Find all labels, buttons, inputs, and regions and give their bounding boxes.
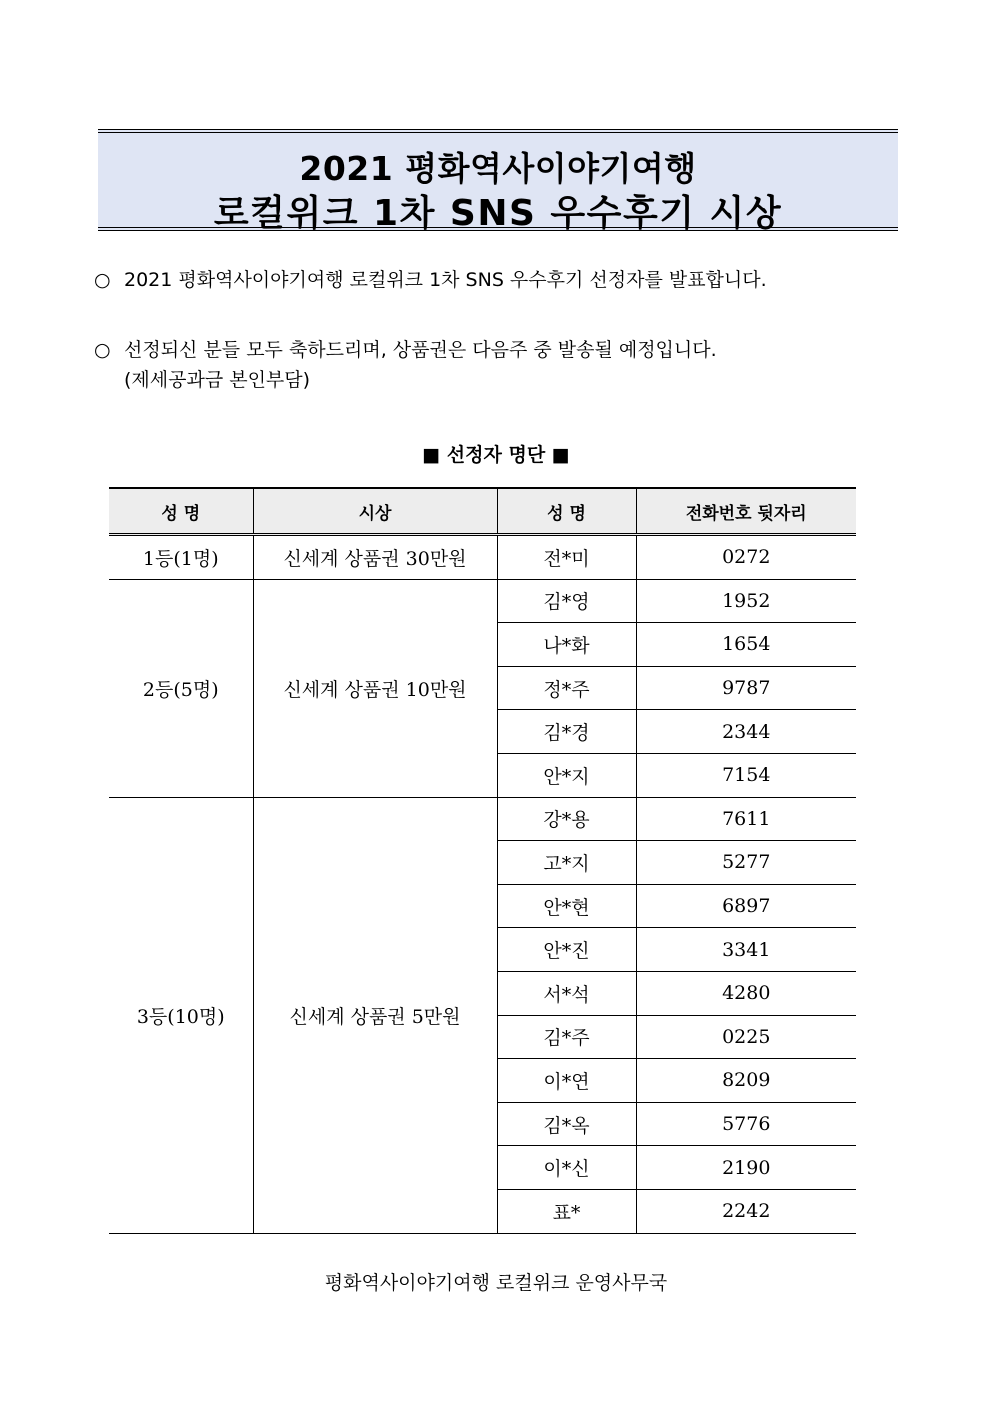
winner-name-cell: 정*주 [497,666,636,710]
winner-name-cell: 표* [497,1189,636,1233]
winners-table-body [109,535,856,1234]
phone-digits-cell: 5277 [636,841,856,885]
phone-digits-cell: 5776 [636,1102,856,1146]
circle-bullet-icon: ○ [94,339,111,361]
notice-text: 선정되신 분들 모두 축하드리며, 상품권은 다음주 중 발송될 예정입니다. [124,339,717,361]
phone-digits-cell: 0225 [636,1015,856,1059]
winner-name-cell: 나*화 [497,623,636,667]
phone-digits-cell: 7154 [636,753,856,797]
notice-congratulations [94,335,717,395]
notice-subtext: (제세공과금 본인부담) [124,369,311,391]
phone-digits-cell: 1952 [636,579,856,623]
winner-list-title: ■ 선정자 명단 ■ [422,444,570,466]
prize-cell: 신세계 상품권 5만원 [253,797,497,1233]
table-row [109,579,856,623]
table-row [109,797,856,841]
circle-bullet-icon: ○ [94,269,111,291]
document-subtitle: 로컬위크 1차 SNS 우수후기 시상 [213,193,783,234]
header-rank: 성 명 [109,488,253,535]
document-title: 2021 평화역사이야기여행 [299,149,697,188]
rank-cell: 1등(1명) [109,535,253,580]
winner-name-cell: 전*미 [497,535,636,580]
phone-digits-cell: 3341 [636,928,856,972]
winner-name-cell: 김*영 [497,579,636,623]
winner-name-cell: 김*주 [497,1015,636,1059]
notice-text: 2021 평화역사이야기여행 로컬위크 1차 SNS 우수후기 선정자를 발표합니다. [124,269,767,291]
phone-digits-cell: 8209 [636,1059,856,1103]
phone-digits-cell: 2344 [636,710,856,754]
winner-name-cell: 안*지 [497,753,636,797]
notice-announcement [94,265,767,295]
table-header-row [109,488,856,535]
winner-name-cell: 안*현 [497,884,636,928]
winner-name-cell: 안*진 [497,928,636,972]
table-row [109,535,856,580]
phone-digits-cell: 2242 [636,1189,856,1233]
winners-table [109,487,856,1234]
title-banner [98,129,898,234]
prize-cell: 신세계 상품권 30만원 [253,535,497,580]
winner-name-cell: 이*연 [497,1059,636,1103]
winner-name-cell: 강*용 [497,797,636,841]
phone-digits-cell: 2190 [636,1146,856,1190]
header-prize: 시상 [253,488,497,535]
winner-name-cell: 김*옥 [497,1102,636,1146]
phone-digits-cell: 1654 [636,623,856,667]
winner-name-cell: 김*경 [497,710,636,754]
prize-cell: 신세계 상품권 10만원 [253,579,497,797]
header-name: 성 명 [497,488,636,535]
rank-cell: 3등(10명) [109,797,253,1233]
header-phone: 전화번호 뒷자리 [636,488,856,535]
rank-cell: 2등(5명) [109,579,253,797]
footer-organizer: 평화역사이야기여행 로컬위크 운영사무국 [324,1272,668,1294]
phone-digits-cell: 9787 [636,666,856,710]
phone-digits-cell: 7611 [636,797,856,841]
winner-name-cell: 고*지 [497,841,636,885]
phone-digits-cell: 4280 [636,971,856,1015]
phone-digits-cell: 0272 [636,535,856,580]
winner-name-cell: 서*석 [497,971,636,1015]
phone-digits-cell: 6897 [636,884,856,928]
winner-name-cell: 이*신 [497,1146,636,1190]
